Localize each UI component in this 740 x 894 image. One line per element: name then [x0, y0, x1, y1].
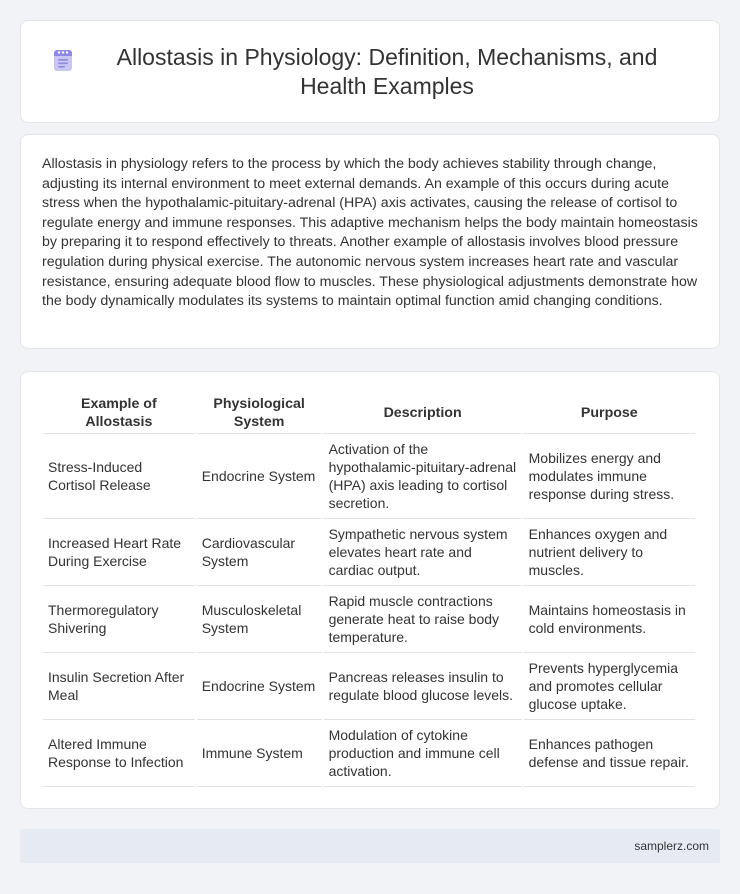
title-card: [20, 20, 720, 123]
table-row: [43, 434, 695, 519]
cell-example: Stress-Induced Cortisol Release: [43, 434, 195, 519]
table-row: [43, 586, 695, 653]
cell-system: Musculoskeletal System: [197, 586, 322, 653]
table-header-row: [43, 392, 695, 434]
intro-card: [20, 134, 720, 349]
cell-description: Modulation of cytokine production and immune cell activation.: [324, 720, 522, 787]
table-card: [20, 371, 720, 809]
cell-system: Endocrine System: [197, 434, 322, 519]
cell-example: Insulin Secretion After Meal: [43, 653, 195, 720]
cell-purpose: Prevents hyperglycemia and promotes cellular glucose uptake.: [524, 653, 695, 720]
cell-purpose: Maintains homeostasis in cold environments.: [524, 586, 695, 653]
cell-description: Sympathetic nervous system elevates heart rate and cardiac output.: [324, 519, 522, 586]
cell-purpose: Enhances oxygen and nutrient delivery to muscles.: [524, 519, 695, 586]
cell-example: Altered Immune Response to Infection: [43, 720, 195, 787]
table-row: [43, 720, 695, 787]
cell-system: Immune System: [197, 720, 322, 787]
header-description: Description: [324, 392, 522, 434]
cell-example: Increased Heart Rate During Exercise: [43, 519, 195, 586]
cell-description: Activation of the hypothalamic-pituitary-adrenal (HPA) axis leading to cortisol secretion.: [324, 434, 522, 519]
cell-purpose: Enhances pathogen defense and tissue repair.: [524, 720, 695, 787]
cell-system: Endocrine System: [197, 653, 322, 720]
document-icon: [50, 47, 76, 73]
header-example: Example of Allostasis: [43, 392, 195, 434]
table-row: [43, 653, 695, 720]
intro-paragraph: Allostasis in physiology refers to the process by which the body achieves stability through change, adjusting its internal environment to meet external demands. An example of this occurs during acute stress when the hypothalamic-pituitary-adrenal (HPA) axis activates, causing the release of cortisol to regulate energy and immune responses. This adaptive mechanism helps the body maintain homeostasis by preparing it to respond effectively to threats. Another example of allostasis involves blood pressure regulation during physical exercise. The autonomic nervous system increases heart rate and vascular resistance, ensuring adequate blood flow to muscles. These physiological adjustments demonstrate how the body dynamically modulates its systems to maintain optimal function amid changing conditions.: [42, 156, 698, 310]
cell-example: Thermoregulatory Shivering: [43, 586, 195, 653]
cell-purpose: Mobilizes energy and modulates immune response during stress.: [524, 434, 695, 519]
footer-site-link[interactable]: samplerz.com: [634, 839, 709, 853]
table-row: [43, 519, 695, 586]
allostasis-table: [41, 392, 697, 787]
title-wrap: [50, 43, 690, 101]
footer: [20, 829, 720, 863]
header-purpose: Purpose: [524, 392, 695, 434]
cell-description: Pancreas releases insulin to regulate blood glucose levels.: [324, 653, 522, 720]
cell-system: Cardiovascular System: [197, 519, 322, 586]
header-system: Physiological System: [197, 392, 322, 434]
page-title: Allostasis in Physiology: Definition, Mechanisms, and Health Examples: [116, 43, 658, 99]
cell-description: Rapid muscle contractions generate heat to raise body temperature.: [324, 586, 522, 653]
